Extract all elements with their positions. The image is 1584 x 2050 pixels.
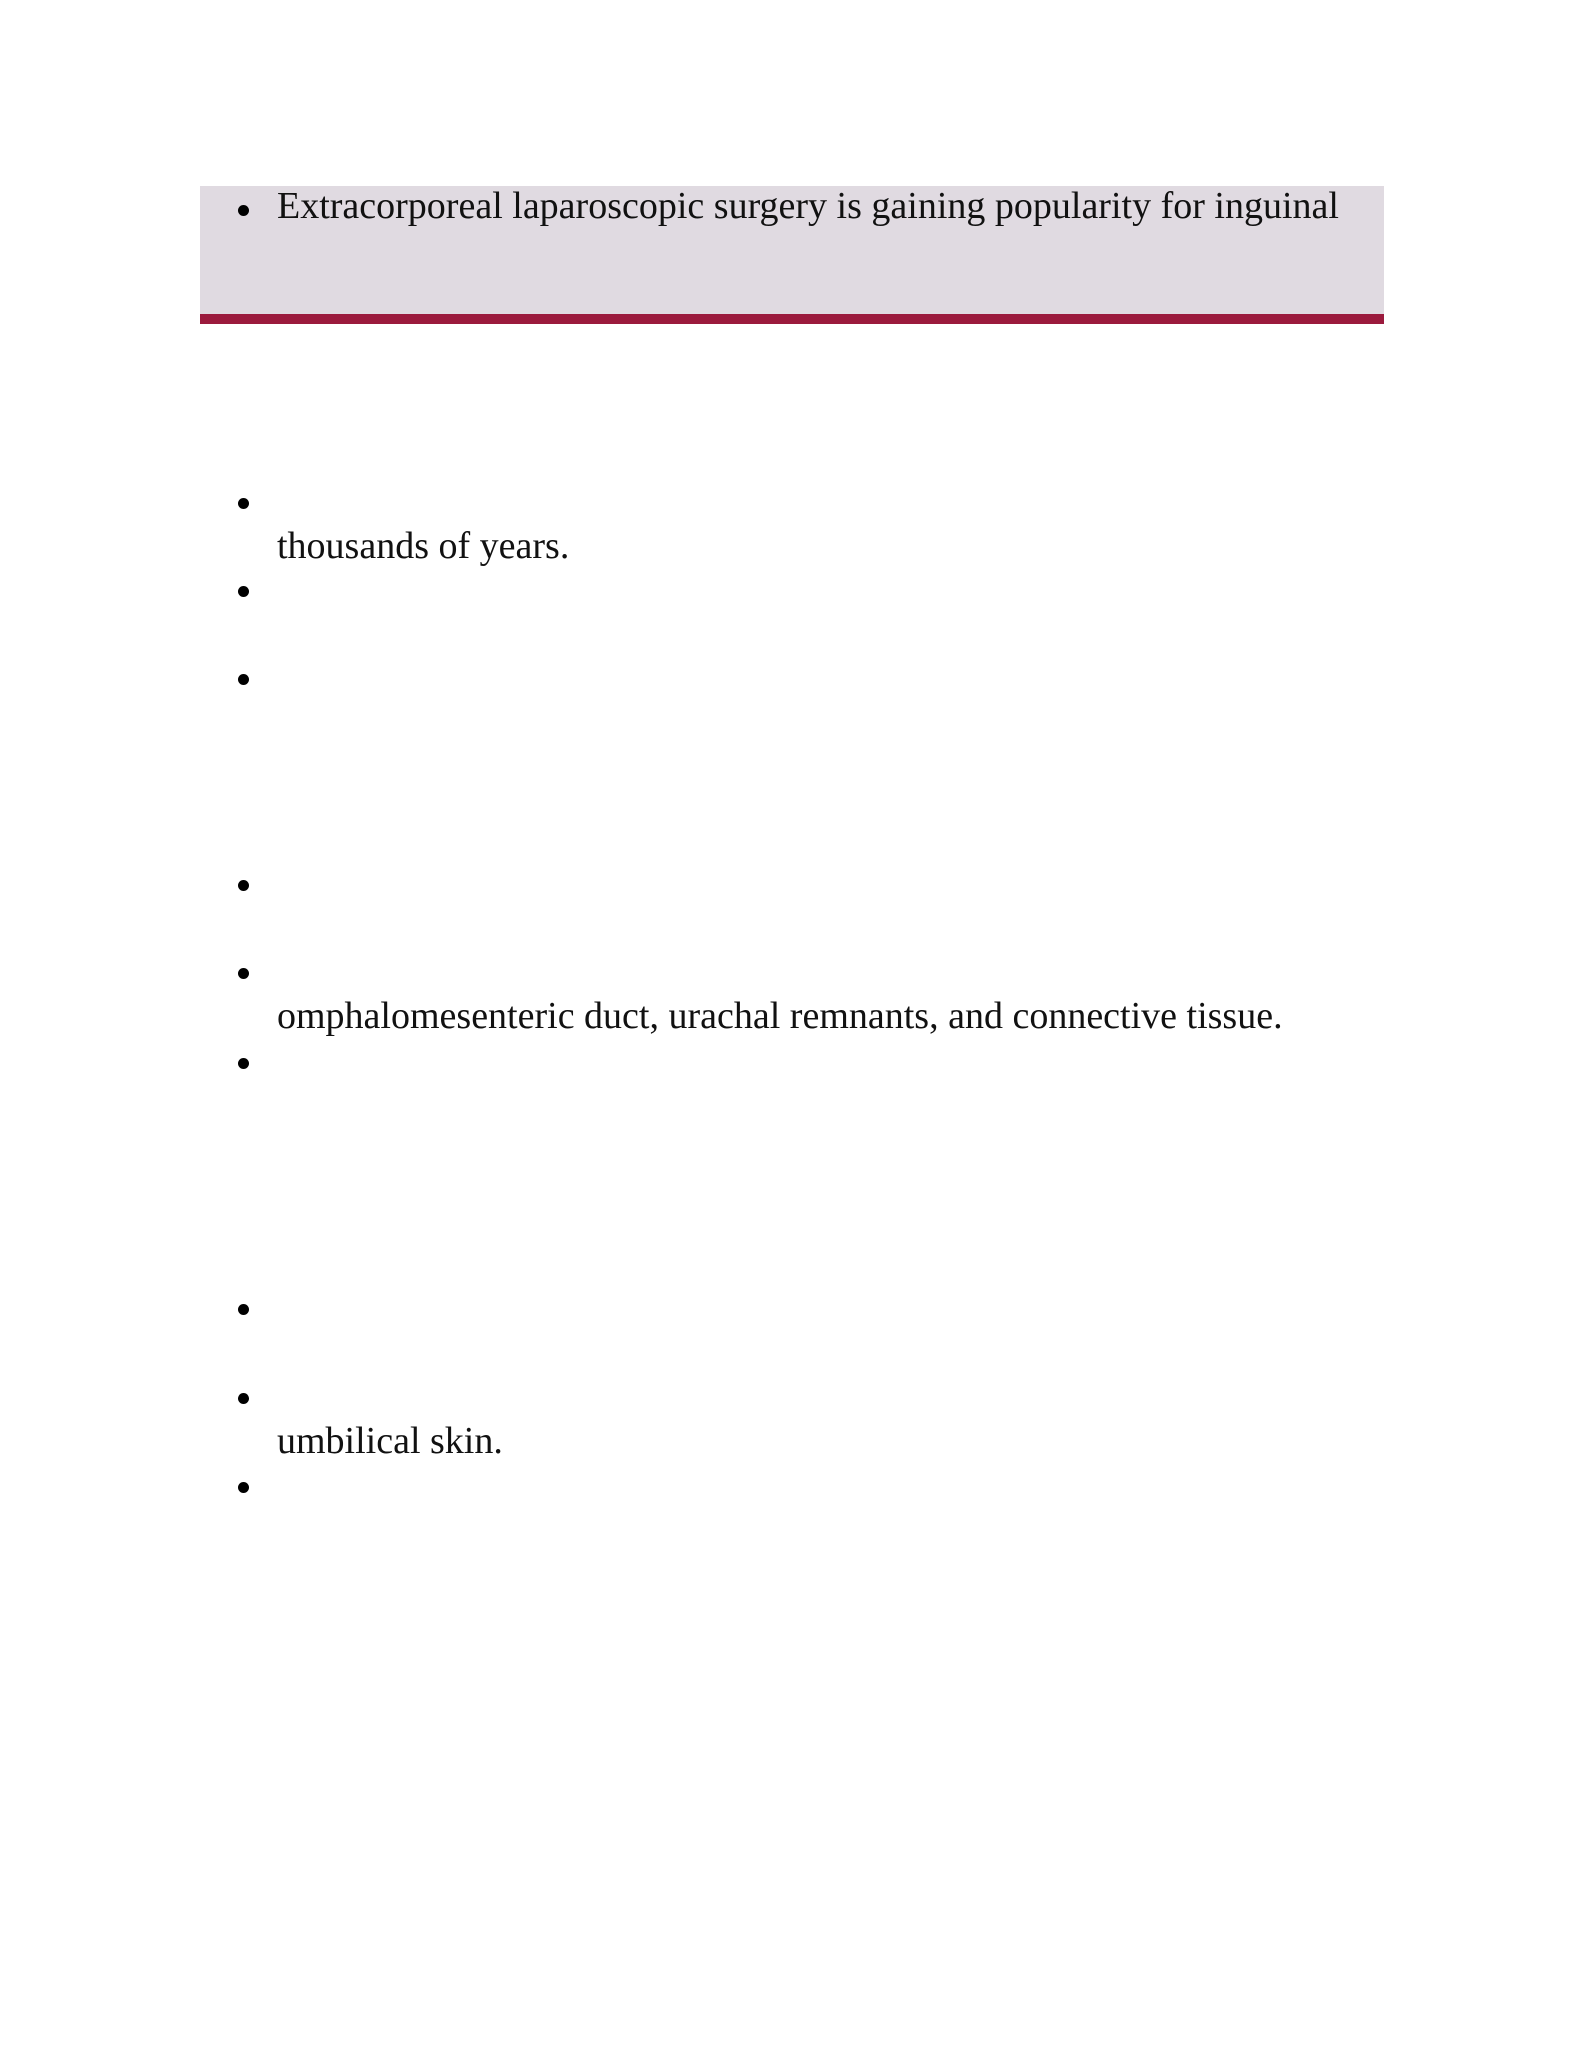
list-bullet-7 <box>238 1304 249 1315</box>
list-bullet-3 <box>238 674 249 685</box>
list-bullet-4 <box>238 880 249 891</box>
list-item-5-continuation: omphalomesenteric duct, urachal remnants, and connective tissue. <box>277 995 1283 1037</box>
list-bullet-2 <box>238 586 249 597</box>
list-bullet-1 <box>238 498 249 509</box>
list-item-1-continuation: thousands of years. <box>277 525 570 567</box>
list-bullet-5 <box>238 968 249 979</box>
list-bullet-6 <box>238 1058 249 1069</box>
header-bullet <box>238 205 249 216</box>
list-item-8-continuation: umbilical skin. <box>277 1420 503 1462</box>
header-text: Extracorporeal laparoscopic surgery is gaining popularity for inguinal <box>277 185 1339 227</box>
list-bullet-9 <box>238 1482 249 1493</box>
list-bullet-8 <box>238 1393 249 1404</box>
